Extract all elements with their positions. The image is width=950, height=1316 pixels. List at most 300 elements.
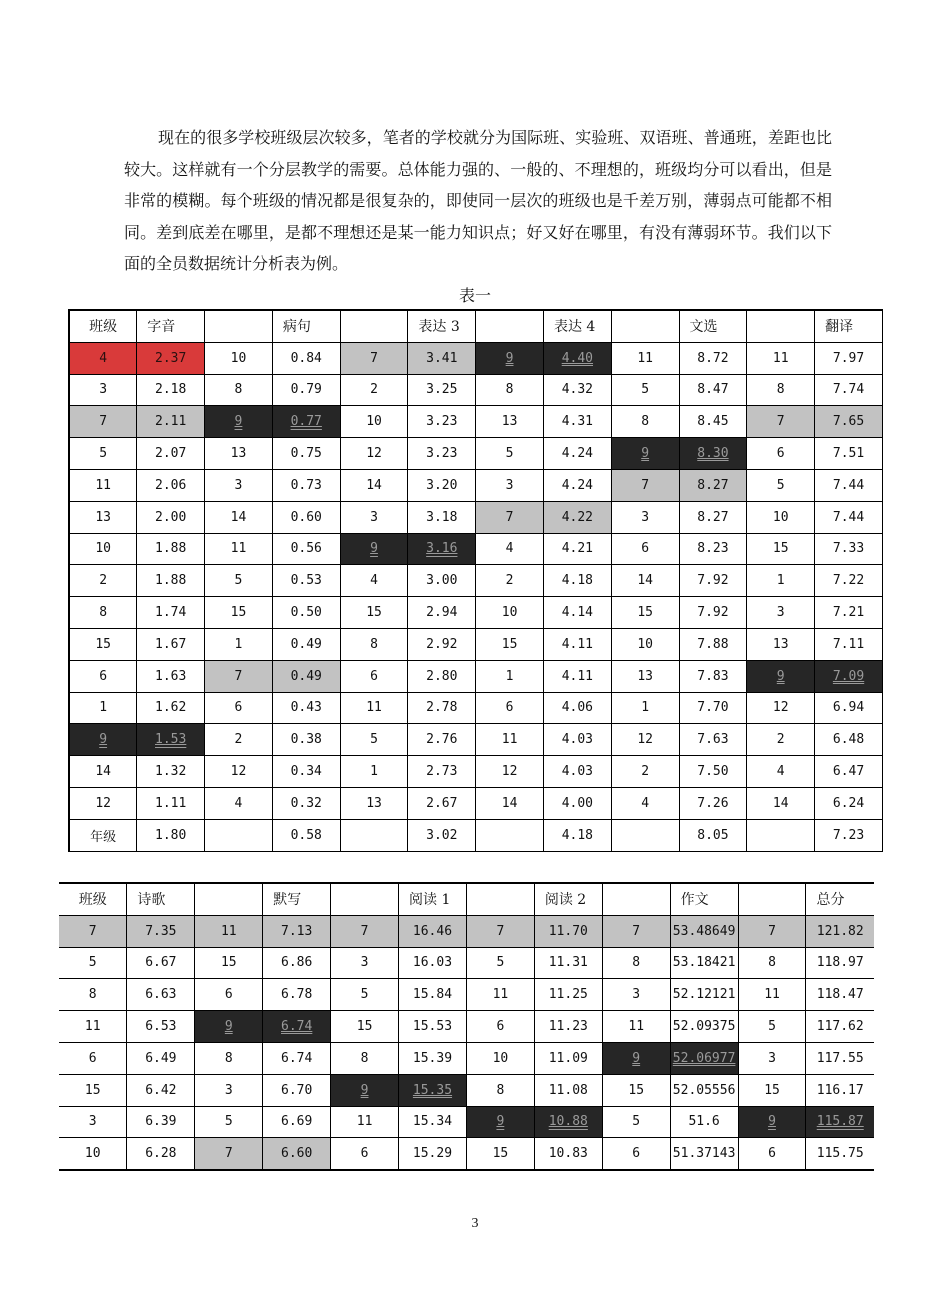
cell-value: 13 [501, 414, 518, 430]
class-cell [69, 469, 137, 501]
table-row [69, 406, 883, 438]
score-cell [408, 501, 476, 533]
cell-value: 6.74 [281, 1050, 313, 1066]
cell-value: 8 [496, 1082, 505, 1098]
cell-value: 5 [370, 732, 378, 748]
cell-value: 3 [641, 509, 650, 525]
score-cell [679, 374, 747, 406]
cell-value: 2.37 [155, 350, 187, 366]
class-cell [602, 947, 670, 979]
cell-value: 5 [632, 1114, 641, 1130]
cell-value: 8.27 [697, 477, 729, 493]
score-cell [679, 406, 747, 438]
class-cell [747, 756, 815, 788]
header-cell: 班级 [69, 310, 137, 342]
cell-value: 15.35 [412, 1082, 453, 1098]
class-cell [340, 533, 408, 565]
score-cell [670, 947, 738, 979]
class-cell [611, 342, 679, 374]
class-cell [738, 1011, 806, 1043]
cell-value: 5 [224, 1114, 233, 1130]
class-cell [205, 660, 273, 692]
cell-value: 1.74 [155, 605, 187, 621]
cell-value: 6 [776, 446, 785, 462]
score-cell [815, 660, 883, 692]
class-cell [476, 628, 544, 660]
score-cell [815, 374, 883, 406]
cell-value: 2 [370, 382, 378, 398]
cell-value: 11 [492, 987, 509, 1003]
cell-value: 2.92 [426, 636, 458, 652]
cell-value: 6 [768, 1146, 776, 1162]
score-cell [127, 979, 195, 1011]
cell-value: 15 [637, 605, 653, 621]
cell-value: 11 [628, 1019, 645, 1035]
cell-value: 8 [641, 414, 650, 430]
cell-value: 10 [230, 350, 247, 366]
cell-value: 6.63 [145, 987, 177, 1003]
cell-value: 7.88 [697, 636, 729, 652]
cell-value: 6.94 [832, 700, 865, 716]
header-cell: 翻译 [815, 310, 883, 342]
class-cell [69, 597, 137, 629]
score-cell [137, 342, 205, 374]
class-cell [611, 565, 679, 597]
score-cell [399, 915, 467, 947]
score-cell [399, 1074, 467, 1106]
cell-value: 12 [501, 764, 518, 780]
table-row [69, 374, 883, 406]
cell-value: 0.43 [290, 700, 322, 716]
header-cell [466, 883, 534, 915]
class-cell [69, 692, 137, 724]
cell-value: 6.67 [145, 955, 177, 971]
table-row [59, 1106, 874, 1138]
score-cell [408, 756, 476, 788]
class-cell [59, 1011, 127, 1043]
class-cell [738, 947, 806, 979]
score-cell [679, 501, 747, 533]
cell-value: 8 [360, 1050, 369, 1066]
class-cell [340, 660, 408, 692]
class-cell [466, 1011, 534, 1043]
class-cell [466, 1042, 534, 1074]
cell-value: 5 [88, 955, 97, 971]
class-cell [69, 787, 137, 819]
cell-value: 6 [370, 668, 378, 684]
cell-value: 4.24 [561, 446, 594, 462]
score-cell [137, 692, 205, 724]
cell-value: 7.21 [832, 605, 865, 621]
class-cell [602, 1042, 670, 1074]
table-row [59, 1074, 874, 1106]
class-cell [738, 979, 806, 1011]
score-cell [534, 1138, 602, 1170]
class-cell [476, 756, 544, 788]
class-cell [602, 1106, 670, 1138]
cell-value: 11 [637, 350, 653, 366]
class-cell [738, 1106, 806, 1138]
class-cell [340, 406, 408, 438]
cell-value: 13 [230, 446, 247, 462]
cell-value: 2.67 [426, 795, 458, 811]
cell-value: 8 [234, 382, 243, 398]
cell-value: 4 [505, 541, 514, 557]
cell-value: 3.23 [426, 414, 458, 430]
score-cell [263, 1074, 331, 1106]
class-cell [466, 1074, 534, 1106]
cell-value: 16.03 [412, 955, 453, 971]
cell-value: 15 [492, 1146, 509, 1162]
class-cell [205, 374, 273, 406]
score-cell [272, 533, 340, 565]
score-cell [137, 597, 205, 629]
class-cell [466, 915, 534, 947]
class-cell [195, 1042, 263, 1074]
cell-value: 4 [776, 764, 785, 780]
cell-value: 9 [224, 1019, 233, 1035]
class-cell [331, 1042, 399, 1074]
class-cell [340, 565, 408, 597]
cell-value: 4.11 [561, 636, 594, 652]
cell-value: 7.51 [832, 446, 865, 462]
table-row [59, 1138, 874, 1170]
cell-value: 52.06977 [672, 1050, 736, 1066]
cell-value: 7 [505, 509, 514, 525]
score-cell [806, 915, 874, 947]
cell-value: 5 [776, 477, 785, 493]
score-cell [543, 406, 611, 438]
cell-value: 6.70 [281, 1082, 313, 1098]
class-cell [340, 692, 408, 724]
table-row [59, 979, 874, 1011]
cell-value: 15 [772, 541, 789, 557]
score-cell [806, 979, 874, 1011]
grade-average-cell: 1.80 [137, 819, 205, 851]
score-cell [679, 756, 747, 788]
cell-value: 3 [768, 1050, 776, 1066]
score-cell [127, 1138, 195, 1170]
cell-value: 7.09 [832, 668, 865, 684]
class-cell [59, 1106, 127, 1138]
class-cell [611, 597, 679, 629]
score-cell [263, 1042, 331, 1074]
score-cell [679, 565, 747, 597]
cell-value: 3 [776, 605, 785, 621]
class-cell [340, 342, 408, 374]
cell-value: 15 [356, 1019, 373, 1035]
class-cell [602, 1074, 670, 1106]
class-cell [205, 406, 273, 438]
cell-value: 2.18 [155, 382, 187, 398]
class-cell [69, 342, 137, 374]
class-cell [205, 565, 273, 597]
class-cell [69, 406, 137, 438]
cell-value: 0.53 [290, 573, 322, 589]
cell-value: 0.60 [290, 509, 322, 525]
cell-value: 0.32 [290, 795, 322, 811]
cell-value: 4.11 [561, 668, 594, 684]
class-cell [476, 660, 544, 692]
table-row [69, 692, 883, 724]
class-cell [340, 787, 408, 819]
header-cell [611, 310, 679, 342]
cell-value: 6.47 [832, 764, 865, 780]
cell-value: 7.13 [281, 923, 313, 939]
score-cell [137, 660, 205, 692]
cell-value: 9 [360, 1082, 369, 1098]
class-cell [69, 756, 137, 788]
cell-value: 13 [772, 636, 789, 652]
cell-value: 4 [641, 795, 650, 811]
score-cell [534, 915, 602, 947]
score-cell [408, 533, 476, 565]
score-cell [127, 947, 195, 979]
header-cell: 总分 [806, 883, 874, 915]
score-cell [543, 756, 611, 788]
score-cell [272, 374, 340, 406]
cell-value: 0.38 [290, 732, 322, 748]
class-cell [747, 406, 815, 438]
cell-value: 4.00 [561, 795, 594, 811]
class-cell [331, 1011, 399, 1043]
cell-value: 6 [234, 700, 243, 716]
cell-value: 8.72 [697, 350, 729, 366]
class-cell [738, 1042, 806, 1074]
score-cell [815, 724, 883, 756]
score-cell [408, 692, 476, 724]
cell-value: 1 [641, 700, 650, 716]
class-cell [747, 501, 815, 533]
score-cell [399, 1011, 467, 1043]
cell-value: 7.97 [832, 350, 865, 366]
cell-value: 51.37143 [672, 1146, 736, 1162]
score-cell [272, 438, 340, 470]
cell-value: 2 [99, 573, 108, 589]
cell-value: 53.48649 [672, 923, 736, 939]
cell-value: 15 [628, 1082, 645, 1098]
cell-value: 11.09 [548, 1050, 588, 1066]
score-cell [815, 787, 883, 819]
class-cell [747, 692, 815, 724]
class-cell [476, 374, 544, 406]
class-cell [205, 756, 273, 788]
cell-value: 9 [632, 1050, 641, 1066]
class-cell [205, 787, 273, 819]
cell-value: 6 [99, 668, 108, 684]
table-row [59, 915, 874, 947]
cell-value: 6 [88, 1050, 97, 1066]
cell-value: 3 [88, 1114, 97, 1130]
cell-value: 6.28 [145, 1146, 177, 1162]
score-cell [815, 565, 883, 597]
cell-value: 3.20 [426, 477, 458, 493]
cell-value: 0.49 [290, 636, 322, 652]
score-cell [127, 1106, 195, 1138]
grade-average-cell [747, 819, 815, 851]
score-cell [543, 787, 611, 819]
grade-average-cell: 8.05 [679, 819, 747, 851]
score-cell [272, 628, 340, 660]
class-cell [747, 565, 815, 597]
cell-value: 7 [776, 414, 785, 430]
cell-value: 8 [99, 605, 108, 621]
cell-value: 8 [88, 987, 97, 1003]
class-cell [738, 915, 806, 947]
cell-value: 0.75 [290, 446, 322, 462]
class-cell [466, 1106, 534, 1138]
score-cell [137, 374, 205, 406]
cell-value: 3 [505, 477, 514, 493]
score-cell [543, 724, 611, 756]
score-cell [127, 915, 195, 947]
header-cell: 字音 [137, 310, 205, 342]
score-cell [137, 438, 205, 470]
cell-value: 11 [230, 541, 247, 557]
table-row [59, 1011, 874, 1043]
cell-value: 4.40 [561, 350, 594, 366]
cell-value: 8 [632, 955, 641, 971]
score-cell [534, 1011, 602, 1043]
cell-value: 14 [95, 764, 111, 780]
class-cell [205, 628, 273, 660]
class-cell [205, 692, 273, 724]
cell-value: 4.21 [561, 541, 594, 557]
cell-value: 8 [768, 955, 776, 971]
cell-value: 53.18421 [672, 955, 736, 971]
cell-value: 11 [366, 700, 382, 716]
cell-value: 0.49 [290, 668, 322, 684]
cell-value: 6.48 [832, 732, 865, 748]
cell-value: 15 [95, 636, 111, 652]
cell-value: 8.47 [697, 382, 729, 398]
grade-label: 年级 [69, 819, 137, 851]
cell-value: 14 [230, 509, 247, 525]
cell-value: 8.45 [697, 414, 729, 430]
header-cell [747, 310, 815, 342]
cell-value: 3.00 [426, 573, 458, 589]
cell-value: 1.88 [155, 573, 187, 589]
class-cell [195, 1106, 263, 1138]
score-cell [543, 597, 611, 629]
score-cell [534, 1106, 602, 1138]
class-cell [747, 469, 815, 501]
cell-value: 12 [637, 732, 653, 748]
score-cell [137, 406, 205, 438]
score-cell [272, 501, 340, 533]
cell-value: 15 [764, 1082, 780, 1098]
score-cell [670, 979, 738, 1011]
class-cell [602, 979, 670, 1011]
class-cell [747, 374, 815, 406]
cell-value: 5 [641, 382, 650, 398]
cell-value: 3.16 [426, 541, 458, 557]
cell-value: 11 [501, 732, 518, 748]
cell-value: 14 [366, 477, 382, 493]
class-cell [69, 438, 137, 470]
cell-value: 4.22 [561, 509, 594, 525]
cell-value: 5 [360, 987, 369, 1003]
cell-value: 9 [505, 350, 514, 366]
cell-value: 117.55 [816, 1050, 864, 1066]
score-cell [670, 1074, 738, 1106]
score-cell [127, 1042, 195, 1074]
score-cell [408, 406, 476, 438]
cell-value: 117.62 [816, 1019, 864, 1035]
cell-value: 11 [95, 477, 111, 493]
header-cell: 表达 4 [543, 310, 611, 342]
score-cell [815, 501, 883, 533]
cell-value: 1.63 [155, 668, 187, 684]
cell-value: 6.53 [145, 1019, 177, 1035]
class-cell [331, 1106, 399, 1138]
score-cell [272, 756, 340, 788]
score-cell [815, 406, 883, 438]
class-cell [195, 979, 263, 1011]
score-cell [272, 406, 340, 438]
score-cell [679, 628, 747, 660]
class-cell [747, 342, 815, 374]
grade-average-cell [340, 819, 408, 851]
class-cell [476, 597, 544, 629]
cell-value: 2 [641, 764, 650, 780]
score-cell [815, 342, 883, 374]
class-cell [611, 724, 679, 756]
cell-value: 8.30 [697, 446, 729, 462]
table-row [59, 1042, 874, 1074]
cell-value: 12 [230, 764, 247, 780]
table-row [69, 342, 883, 374]
table-row [69, 756, 883, 788]
score-cell [408, 628, 476, 660]
score-cell [137, 501, 205, 533]
cell-value: 15.53 [412, 1019, 453, 1035]
grade-average-cell: 3.02 [408, 819, 476, 851]
cell-value: 6.42 [145, 1082, 177, 1098]
score-cell [127, 1074, 195, 1106]
page-number: 3 [471, 1216, 479, 1231]
class-cell [611, 374, 679, 406]
score-cell [543, 469, 611, 501]
score-cell [137, 628, 205, 660]
class-cell [611, 787, 679, 819]
grade-average-cell: 7.23 [815, 819, 883, 851]
score-cell [408, 469, 476, 501]
class-cell [69, 374, 137, 406]
score-cell [679, 724, 747, 756]
class-cell [476, 438, 544, 470]
class-cell [611, 628, 679, 660]
cell-value: 3 [224, 1082, 233, 1098]
cell-value: 5 [99, 446, 108, 462]
score-cell [543, 501, 611, 533]
score-cell [137, 724, 205, 756]
score-cell [408, 565, 476, 597]
class-cell [340, 756, 408, 788]
score-cell [815, 756, 883, 788]
cell-value: 0.79 [290, 382, 322, 398]
cell-value: 4 [99, 350, 108, 366]
cell-value: 10 [95, 541, 111, 557]
cell-value: 6.78 [281, 987, 313, 1003]
class-cell [476, 406, 544, 438]
cell-value: 118.97 [816, 955, 864, 971]
cell-value: 2 [234, 732, 243, 748]
score-cell [399, 947, 467, 979]
cell-value: 2 [505, 573, 514, 589]
score-cell [543, 533, 611, 565]
class-cell [69, 533, 137, 565]
